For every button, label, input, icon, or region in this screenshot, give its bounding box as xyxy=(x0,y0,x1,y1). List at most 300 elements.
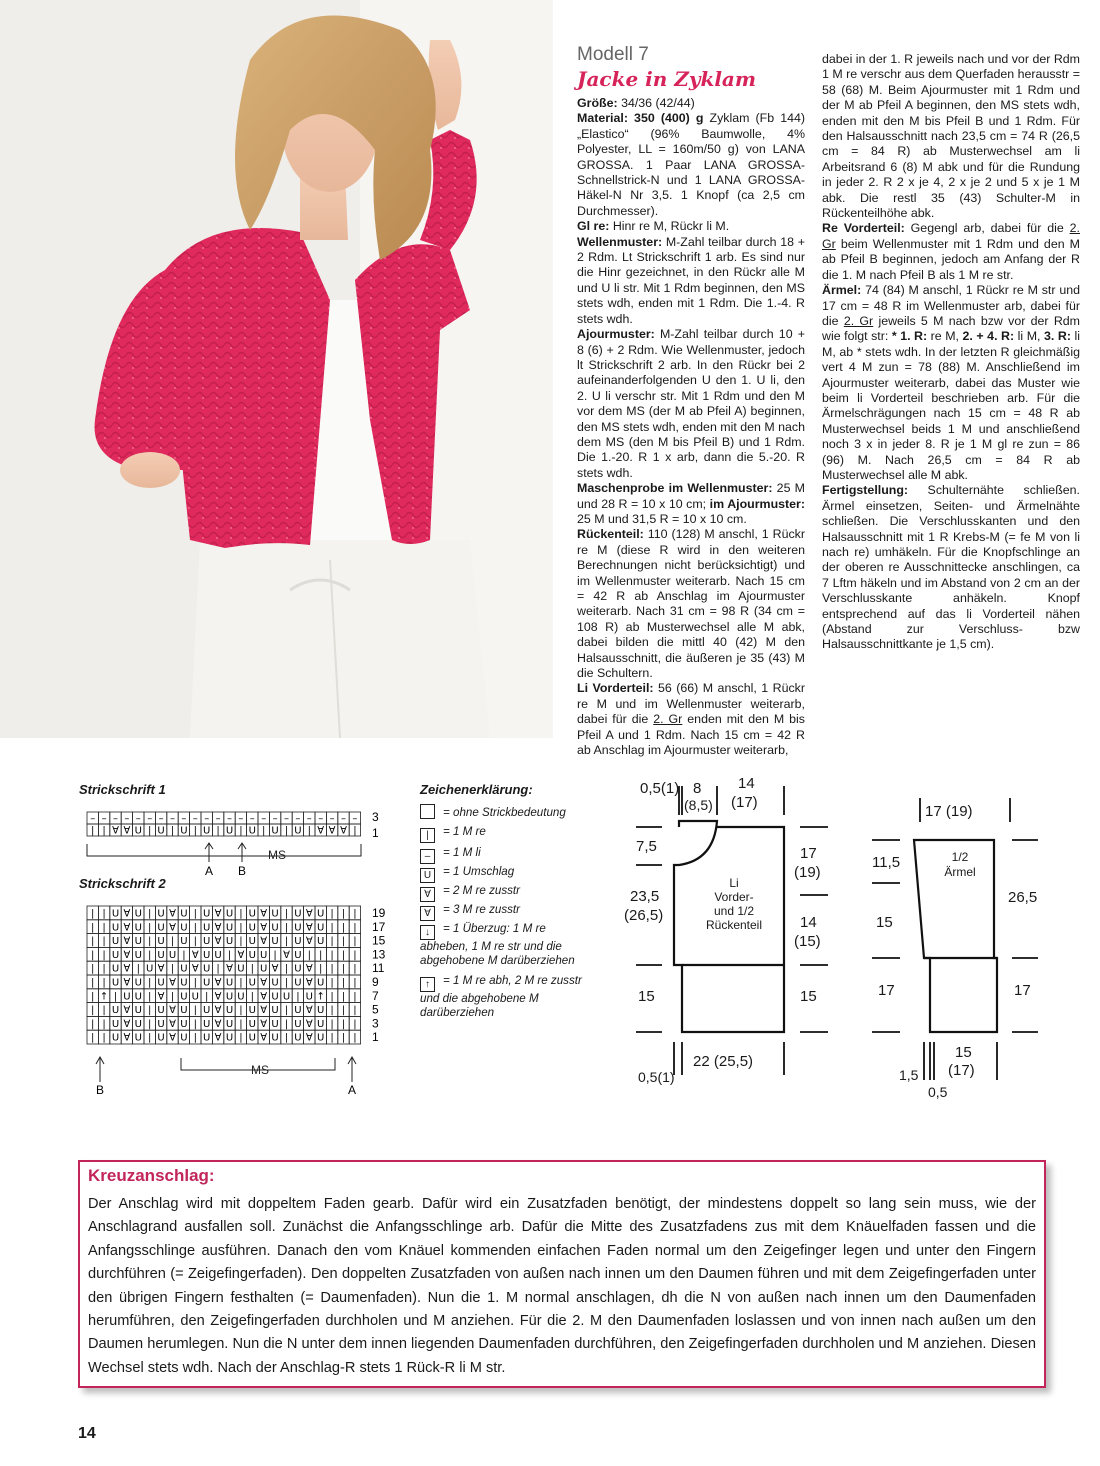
right-front-text-b: beim Wellenmuster mit 1 Rdm und den M ab Pfeil B beginnen, jedoch am Anfang der R die 1. M nach Pfeil B als 1 M re str. xyxy=(822,236,1080,282)
chart-1-row-label: 1 xyxy=(372,826,379,840)
chart-symbol: | xyxy=(148,977,152,989)
chart-symbol: U xyxy=(294,908,302,920)
chart-symbol: U xyxy=(157,936,165,948)
chart-symbol: U xyxy=(294,922,302,934)
chart-2-row-label: 9 xyxy=(372,975,379,989)
right-front-label: Re Vorderteil: xyxy=(822,221,905,236)
chart-symbol: ∀ xyxy=(305,922,313,934)
chart-symbol: | xyxy=(170,991,175,1003)
chart-symbol: – xyxy=(113,813,118,825)
chart-symbol: U xyxy=(180,908,188,920)
gauge-label-2: im Ajourmuster: xyxy=(706,496,805,511)
chart-symbol: ∀ xyxy=(123,936,131,948)
chart-symbol: U xyxy=(203,949,211,961)
chart-symbol: ∀ xyxy=(260,991,268,1003)
chart-symbol: ∀ xyxy=(305,908,313,920)
piece-label-line: Vorder- xyxy=(714,890,754,904)
chart-symbol: – xyxy=(181,813,187,825)
dim-width: 22 (25,5) xyxy=(693,1053,754,1070)
chart-symbol: U xyxy=(146,963,154,975)
chart-symbol: | xyxy=(296,991,300,1003)
cast-on-text: Der Anschlag wird mit doppeltem Faden gearb. Dafür wird ein Zusatzfaden benötigt, der mindestens doppelt so lang sein muss, wie der Anschlagrand ausfallen soll. Zunächst die Anfangsschlinge arb. Dafür die Mitte des Zusatzfadens zus mit dem Knäuelfaden fassen und die Anfangsschlinge ausführen. Danach den vom Knäuel kommenden einfachen Faden normal um den Zeigefinger legen und unter den Fingern durchführen (= Zeigefingerfaden). Den doppelten Zusatzfaden von außen nach innen um den Daumen führen und mit dem Zeigefingerfaden unter den übrigen Fingern festhalten (= Daumenfaden). Nun die 1. M normal anschlagen, dh die N von außen nach innen um den Daumenfaden herumführen, den Zeigefingerfaden durchholen und M anziehen. Für die 2. M den Daumenfaden loslassen und von innen nach außen um den Daumen herumlegen. Nun die N unter dem innen liegenden Daumenfaden durchführen, den Zeigefingerfaden durchholen und M anziehen. Diesen Wechsel stets wdh. Nach der Anschlag-R stets 1 Rück-R li M str. xyxy=(88,1196,1036,1376)
chart-symbol: | xyxy=(91,991,95,1003)
chart-symbol: | xyxy=(330,963,334,975)
chart-symbol: – xyxy=(318,813,324,825)
chart-symbol: | xyxy=(239,977,243,989)
chart-symbol: | xyxy=(353,908,357,920)
chart-symbol: U xyxy=(111,922,120,934)
chart-symbol: ∀ xyxy=(260,1005,268,1017)
chart-1-ms-label: MS xyxy=(268,848,286,862)
chart-symbol: | xyxy=(353,1032,357,1044)
chart-symbol: ∀ xyxy=(214,1018,222,1030)
chart-symbol: | xyxy=(193,977,197,989)
chart-2-row-label: 5 xyxy=(372,1002,379,1017)
chart-symbol: ∀ xyxy=(157,963,165,975)
chart-symbol: U xyxy=(180,991,188,1003)
stockinette-text: Hinr re M, Rückr li M. xyxy=(609,219,730,234)
chart-symbol: U xyxy=(294,1032,302,1044)
chart-symbol: U xyxy=(248,977,256,989)
chart-symbol: U xyxy=(271,936,279,948)
legend-text: = 1 Umschlag xyxy=(443,865,515,878)
chart-symbol: | xyxy=(353,936,357,948)
chart-symbol: ∀ xyxy=(214,1005,222,1017)
chart-symbol: | xyxy=(102,963,106,975)
chart-symbol: U xyxy=(317,1032,325,1044)
left-front-paragraph xyxy=(577,681,805,758)
chart-symbol: | xyxy=(91,922,95,934)
left-front-size-note: 2. Gr xyxy=(653,712,683,727)
back-label: Rückenteil: xyxy=(577,527,644,542)
chart-symbol: | xyxy=(307,949,311,961)
wave-pattern-text: M-Zahl teilbar durch 18 + 2 Rdm. Lt Strickschrift 1 arb. Es sind nur die Hinr gezeichnet, in den Rückr alle M und U li str. Mit 1 Rdm beginnen, den MS stets wdh, enden mit 1 Rdm. Die 1.-4. R stets wdh. xyxy=(577,234,805,326)
chart-2-arrow-a xyxy=(348,1057,356,1082)
chart-symbol: | xyxy=(193,908,197,920)
right-front-text-a: Gegengl arb, dabei für die xyxy=(904,221,1070,236)
chart-symbol: – xyxy=(284,813,289,825)
chart-symbol: | xyxy=(170,825,175,837)
chart-symbol: U xyxy=(214,949,222,961)
chart-symbol: U xyxy=(111,949,120,961)
chart-symbol: | xyxy=(239,1018,243,1030)
back-text: 110 (128) M anschl, 1 Rückr re M (diese R wird in den weiteren Berechnungen nicht berücksichtigt) und im Wellenmuster weiterarb. Nach 15 cm = 42 R ab Anschlag im Ajourmuster weiterarb. Nach 31 cm = 98 R (34 cm = 108 R) ab Musterwechsel alle M abk, dabei bilden die mittl 40 (42) M den Halsausschnitt, die äußeren je 35 (43) M die Schultern. xyxy=(577,527,805,681)
chart-symbol: U xyxy=(203,977,211,989)
chart-symbol: | xyxy=(341,963,346,975)
chart-symbol: U xyxy=(294,977,302,989)
chart-symbol: U xyxy=(134,1032,142,1044)
yarn-over-icon: U xyxy=(420,868,435,883)
chart-symbol: ∀ xyxy=(123,908,131,920)
chart-symbol: – xyxy=(124,813,130,825)
legend-item xyxy=(420,974,595,1020)
left-front-label: Li Vorderteil: xyxy=(577,681,654,696)
lace-pattern-label: Ajourmuster: xyxy=(577,327,655,342)
chart-2-row-label: 15 xyxy=(372,933,386,948)
chart-symbol: – xyxy=(272,813,278,825)
chart-symbol: | xyxy=(353,991,357,1003)
chart-symbol: U xyxy=(123,991,131,1003)
chart-symbol: | xyxy=(91,963,95,975)
chart-1-grid xyxy=(87,812,361,837)
lace-pattern-text: M-Zahl teilbar durch 10 + 8 (6) + 2 Rdm. Wie Wellenmuster, jedoch lt Strickschrift 2 arb. In den Rückr bei 2 aufeinanderfolgenden U den 1. U li, den 2. U li verschr str. Mit 1 Rdm und den M vor dem MS (der M ab Pfeil A) beginnen, den MS stets wdh, enden mit den M nach dem MS (den M bis Pfeil B) und 1 Rdm. Die 1.-20. R 1 x arb, dann die 5.-20. R stets wdh. xyxy=(577,327,805,480)
legend-text: = 1 M re abh, 2 M re zusstr und die abgehobene M darüberziehen xyxy=(420,974,582,1019)
chart-symbol: ∀ xyxy=(169,1018,176,1030)
chart-symbol: ∀ xyxy=(169,977,176,989)
chart-symbol: U xyxy=(317,977,325,989)
chart-symbol: | xyxy=(330,1005,334,1017)
chart-symbol: | xyxy=(148,1032,152,1044)
chart-symbol: ∀ xyxy=(260,977,268,989)
chart-symbol: | xyxy=(102,949,106,961)
chart-symbol: ∀ xyxy=(305,963,313,975)
chart-symbol: | xyxy=(330,991,334,1003)
chart-symbol: | xyxy=(102,922,106,934)
right-front-paragraph xyxy=(822,221,1080,283)
chart-symbol: – xyxy=(329,813,335,825)
chart-symbol: U xyxy=(180,825,188,837)
sleeve-row-3: 3. R: xyxy=(1040,329,1071,344)
wave-pattern-label: Wellenmuster: xyxy=(577,234,663,249)
chart-symbol: | xyxy=(284,1005,289,1017)
chart-symbol: U xyxy=(111,963,120,975)
chart-symbol: | xyxy=(284,825,289,837)
chart-symbol: – xyxy=(227,813,232,825)
wave-pattern-paragraph xyxy=(577,235,805,327)
chart-symbol: U xyxy=(225,991,234,1003)
chart-symbol: | xyxy=(353,949,357,961)
chart-symbol: | xyxy=(193,922,197,934)
chart-symbol: | xyxy=(182,949,186,961)
sleeve-text-e: li M, ab * stets wdh. In der letzten R gleichmäßig vert 4 M zun = 78 (88) M. Anschließend im Ajourmuster weiterarb, dabei das Muster wie beim li Vorderteil beschrieben arb. Für die Ärmelschrägungen nach 15 cm = 48 R ab Musterwechsel beids 1 M und anschließend noch 3 x in jeder 8. R je 1 M gl re zun = 86 (96) M. Nach 26,5 cm = 84 R ab Musterwechsel alle M abk. xyxy=(822,329,1080,482)
chart-symbol: U xyxy=(134,908,142,920)
chart-1-arrow-a xyxy=(205,843,213,862)
finishing-paragraph xyxy=(822,483,1080,652)
chart-symbol: ∀ xyxy=(191,963,199,975)
chart-symbol: U xyxy=(271,977,279,989)
chart-symbol: ∀ xyxy=(214,991,222,1003)
dim-sleeve-cuff-left: 17 xyxy=(878,982,895,999)
chart-symbol: – xyxy=(90,813,96,825)
chart-symbol: | xyxy=(330,1018,334,1030)
material-label: Material: 350 (400) g xyxy=(577,111,704,126)
chart-symbol: U xyxy=(248,1018,256,1030)
chart-symbol: U xyxy=(317,1018,325,1030)
chart-symbol: U xyxy=(203,825,211,837)
chart-symbol: U xyxy=(168,949,177,961)
chart-1-row-label: 3 xyxy=(372,810,379,824)
chart-symbol: U xyxy=(271,1018,279,1030)
dim-sleeve-cap: 11,5 xyxy=(872,854,901,871)
back-paragraph xyxy=(577,527,805,681)
chart-symbol: U xyxy=(180,936,188,948)
chart-symbol: – xyxy=(170,813,175,825)
chart-symbol: U xyxy=(157,977,165,989)
chart-symbol: – xyxy=(204,813,210,825)
finishing-text: Schulternähte schließen. Ärmel einsetzen, Seiten- und Ärmelnähte schließen. Die Verschlusskanten und den Halsausschnitt mit 1 R Krebs-M (= fe M von li nach re) umhäkeln. Für die Knopfschlinge an der oberen re Ausschnittecke anschlingen, ca 7 Lftm häkeln und im Abstand von 2 cm an der Verschlusskante anhäkeln. Knopf entsprechend auf das li Vorderteil nähen (Abstand zur Verschluss- bzw Halsausschnittkante je 1,5 cm). xyxy=(822,483,1080,652)
chart-symbol: | xyxy=(239,1005,243,1017)
legend-text: = 1 Überzug: 1 M re abheben, 1 M re str und die abgehobene M darüberziehen xyxy=(420,922,575,967)
chart-symbol: | xyxy=(113,991,118,1003)
empty-square-icon xyxy=(420,804,435,819)
chart-symbol: | xyxy=(102,1005,106,1017)
chart-symbol: | xyxy=(170,963,175,975)
chart-symbol: U xyxy=(180,1018,188,1030)
chart-1-arrow-b xyxy=(238,843,246,862)
chart-symbol: ∀ xyxy=(305,1018,313,1030)
sleeve-row-2-4: 2. + 4. R: xyxy=(959,329,1015,344)
piece-label-line: und 1/2 xyxy=(713,904,755,918)
chart-symbol: U xyxy=(111,936,120,948)
chart-symbol: U xyxy=(294,1018,302,1030)
chart-symbol: ∀ xyxy=(305,977,313,989)
chart-symbol: ∀ xyxy=(214,977,222,989)
chart-symbol: | xyxy=(353,977,357,989)
model-wearing-cardigan-image xyxy=(0,0,553,738)
chart-symbol: | xyxy=(91,1005,95,1017)
chart-symbol: U xyxy=(317,908,325,920)
chart-symbol: | xyxy=(102,936,106,948)
chart-symbol: ∀ xyxy=(260,936,268,948)
chart-symbol: U xyxy=(271,1005,279,1017)
chart-symbol: U xyxy=(111,1032,120,1044)
chart-symbol: U xyxy=(317,1005,325,1017)
chart-symbol: | xyxy=(353,1005,357,1017)
chart-symbol: U xyxy=(248,936,256,948)
chart-symbol: | xyxy=(341,991,346,1003)
chart-symbol: | xyxy=(193,1018,197,1030)
chart-symbol: U xyxy=(271,908,279,920)
chart-symbol: U xyxy=(237,963,245,975)
sleeve-text-c: re M, xyxy=(927,329,959,344)
chart-symbol: | xyxy=(91,936,95,948)
chart-2-row-label: 17 xyxy=(372,919,386,934)
chart-symbol: U xyxy=(203,936,211,948)
finishing-label: Fertigstellung: xyxy=(822,483,909,498)
instructions-column-1 xyxy=(577,44,805,758)
chart-symbol: U xyxy=(203,908,211,920)
chart-symbol: U xyxy=(134,977,142,989)
chart-symbol: – xyxy=(135,813,141,825)
chart-symbol: ∀ xyxy=(283,949,290,961)
size-paragraph xyxy=(577,96,805,111)
chart-symbol: | xyxy=(341,977,346,989)
article-title: Jacke in Zyklam xyxy=(577,67,757,91)
chart-symbol: U xyxy=(157,949,165,961)
gauge-paragraph xyxy=(577,481,805,527)
chart-symbol: ∀ xyxy=(214,936,222,948)
chart-symbol: ∀ xyxy=(260,1018,268,1030)
chart-symbol: ∀ xyxy=(305,1032,313,1044)
piece-label-line: Li xyxy=(729,876,739,890)
dim-sleeve-border: 1,5 xyxy=(899,1067,919,1083)
chart-symbol: | xyxy=(239,1032,243,1044)
chart-symbol: U xyxy=(248,949,256,961)
right-front-size-note: 2. Gr xyxy=(822,221,1080,251)
chart-symbol: U xyxy=(134,1018,142,1030)
chart-2-row-label: 19 xyxy=(372,906,386,920)
chart-symbol: | xyxy=(91,1032,95,1044)
chart-symbol: U xyxy=(248,1005,256,1017)
chart-symbol: | xyxy=(341,922,346,934)
chart-symbol: | xyxy=(353,825,357,837)
dim-shoulder-width: 14 xyxy=(738,775,755,792)
chart-symbol: U xyxy=(180,963,188,975)
legend-item xyxy=(420,884,520,902)
chart-symbol: U xyxy=(248,922,256,934)
sleeve-size-note: 2. Gr xyxy=(843,313,874,328)
chart-symbol: ∀ xyxy=(237,949,245,961)
chart-symbol: U xyxy=(134,949,142,961)
chart-symbol: ∀ xyxy=(112,825,119,837)
gauge-label: Maschenprobe im Wellenmuster: xyxy=(577,481,773,496)
chart-symbol: U xyxy=(248,1032,256,1044)
chart-symbol: ∀ xyxy=(317,825,325,837)
chart-symbol: ∀ xyxy=(226,963,233,975)
chart-symbol: | xyxy=(284,963,289,975)
chart-symbol: | xyxy=(239,908,243,920)
chart-symbol: U xyxy=(157,908,165,920)
chart-symbol: U xyxy=(111,977,120,989)
lace-pattern-paragraph xyxy=(577,327,805,481)
dim-sleeve-cuff-right: 17 xyxy=(1014,982,1031,999)
chart-symbol: U xyxy=(225,936,234,948)
chart-symbol: ∀ xyxy=(123,922,131,934)
chart-symbol: | xyxy=(353,1018,357,1030)
dim-shoulder-offset: 0,5(1) xyxy=(640,780,680,797)
legend-text: = 3 M re zusstr xyxy=(443,903,520,916)
chart-symbol: | xyxy=(216,963,220,975)
chart-symbol: – xyxy=(215,813,221,825)
piece-label-line: Ärmel xyxy=(944,865,976,879)
chart-symbol: ∀ xyxy=(123,949,131,961)
gauge-text-a: 25 M und 28 R = 10 x 10 cm; xyxy=(577,481,805,511)
dim-upper-height: 23,5 xyxy=(630,888,660,905)
chart-symbol: | xyxy=(250,991,254,1003)
dim-sleeve-mid: 15 xyxy=(876,914,893,931)
chart-symbol: | xyxy=(193,936,197,948)
chart-symbol: ∀ xyxy=(157,991,165,1003)
size-label: Größe: xyxy=(577,96,618,110)
sleeve-text-d: li M, xyxy=(1014,329,1041,344)
chart-symbol: – xyxy=(238,813,244,825)
purl-stitch-icon: – xyxy=(420,849,435,864)
knitting-charts xyxy=(78,800,398,1100)
dim-border: 0,5(1) xyxy=(638,1069,675,1085)
chart-2-row-label: 1 xyxy=(372,1030,379,1045)
chart-symbol: U xyxy=(225,922,234,934)
chart-symbol: ∀ xyxy=(123,1032,131,1044)
dim-hem-height-right: 15 xyxy=(800,988,817,1005)
chart-symbol: U xyxy=(294,949,302,961)
chart-symbol: U xyxy=(317,936,325,948)
chart-symbol: ↑ xyxy=(99,991,109,1003)
chart-symbol: U xyxy=(282,991,291,1003)
chart-symbol: ↑ xyxy=(316,991,325,1003)
knit-stitch-icon: | xyxy=(420,828,435,843)
chart-symbol: – xyxy=(295,813,301,825)
chart-symbol: U xyxy=(203,1032,211,1044)
chart-symbol: U xyxy=(225,825,234,837)
legend-item xyxy=(420,804,566,820)
chart-symbol: ∀ xyxy=(123,963,131,975)
dim-neck-width-alt: (8,5) xyxy=(684,797,713,813)
chart-symbol: | xyxy=(262,825,266,837)
legend-item xyxy=(420,903,520,921)
chart-symbol: | xyxy=(102,977,106,989)
dim-sleeve-edge: 0,5 xyxy=(928,1084,948,1100)
chart-symbol: ∀ xyxy=(214,908,222,920)
chart-symbol: ∀ xyxy=(123,1005,131,1017)
chart-symbol: | xyxy=(319,963,323,975)
chart-symbol: | xyxy=(148,922,152,934)
chart-symbol: | xyxy=(330,949,334,961)
chart-symbol: | xyxy=(330,977,334,989)
chart-symbol: | xyxy=(91,1018,95,1030)
chart-2-arrow-b-label: B xyxy=(96,1083,105,1097)
chart-symbol: ∀ xyxy=(305,936,313,948)
chart-1-title: Strickschrift 1 xyxy=(79,782,166,797)
chart-symbol: ∀ xyxy=(214,1032,222,1044)
legend-item xyxy=(420,865,514,883)
chart-symbol: U xyxy=(305,991,313,1003)
chart-symbol: U xyxy=(248,908,256,920)
chart-symbol: | xyxy=(353,922,357,934)
chart-symbol: | xyxy=(250,963,254,975)
chart-symbol: | xyxy=(91,977,95,989)
chart-symbol: | xyxy=(341,936,346,948)
chart-symbol: ∀ xyxy=(271,963,279,975)
chart-symbol: U xyxy=(225,977,234,989)
chart-symbol: ∀ xyxy=(260,922,268,934)
chart-symbol: U xyxy=(203,1005,211,1017)
chart-symbol: U xyxy=(237,991,245,1003)
material-text: Zyklam (Fb 144) „Elastico“ (96% Baumwolle, 4% Polyester, LL = 160m/50 g) von LANA GROSSA. 1 Paar LANA GROSSA-Schnellstrick-N und 1 LANA GROSSA-Häkel-N Nr 3,5. 1 Knopf (ca 2,5 cm Durchmesser). xyxy=(577,111,805,218)
chart-symbol: U xyxy=(225,1005,234,1017)
dim-armhole-depth-alt: (19) xyxy=(794,864,821,881)
chart-symbol: U xyxy=(271,1032,279,1044)
chart-symbol: | xyxy=(353,963,357,975)
chart-symbol: | xyxy=(284,977,289,989)
chart-symbol: U xyxy=(134,825,142,837)
sleeve-label: Ärmel: xyxy=(822,283,862,298)
chart-symbol: U xyxy=(294,936,302,948)
chart-symbol: ∀ xyxy=(340,825,347,837)
chart-symbol: U xyxy=(134,991,142,1003)
page-number: 14 xyxy=(78,1425,96,1442)
chart-symbol: | xyxy=(330,908,334,920)
chart-symbol: ∀ xyxy=(214,922,222,934)
legend-item xyxy=(420,825,486,843)
chart-symbol: – xyxy=(192,813,198,825)
chart-symbol: U xyxy=(203,963,211,975)
chart-symbol: | xyxy=(341,1005,346,1017)
dim-upper-height-alt: (26,5) xyxy=(624,907,664,924)
chart-symbol: | xyxy=(319,949,323,961)
chart-symbol: | xyxy=(273,949,277,961)
sk2p-icon: ↑ xyxy=(420,977,435,992)
left-front-continued: dabei in der 1. R jeweils nach und vor der Rdm 1 M re verschr aus dem Querfaden herausstr = 58 (68) M. Beim Ajourmuster mit 1 Rdm und der M ab Pfeil A beginnen, den MS stets wdh, enden mit den M bis Pfeil B und 1 Rdm. Für den Halsausschnitt nach 23,5 cm = 74 R (26,5 cm = 84 R) ab Musterwechsel am li Arbeitsrand 6 (8) M abk und für die Rundung in jeder 2. R 2 x je 4, 2 x je 2 und 5 x je 1 M abk. Die restl 35 (43) Schulter-M in Rückenteilhöhe abk. xyxy=(822,52,1080,221)
sleeve-piece-label xyxy=(935,850,985,880)
sleeve-text-b: jeweils 5 M nach bzw vor der Rdm wie folgt str: xyxy=(822,313,1080,344)
chart-symbol: – xyxy=(249,813,255,825)
chart-symbol: U xyxy=(203,922,211,934)
instructions-column-2 xyxy=(822,52,1080,653)
chart-symbol: U xyxy=(271,991,279,1003)
legend-text: = ohne Strickbedeutung xyxy=(443,806,566,819)
chart-symbol: | xyxy=(330,922,334,934)
chart-1-ms-bracket xyxy=(87,844,361,856)
